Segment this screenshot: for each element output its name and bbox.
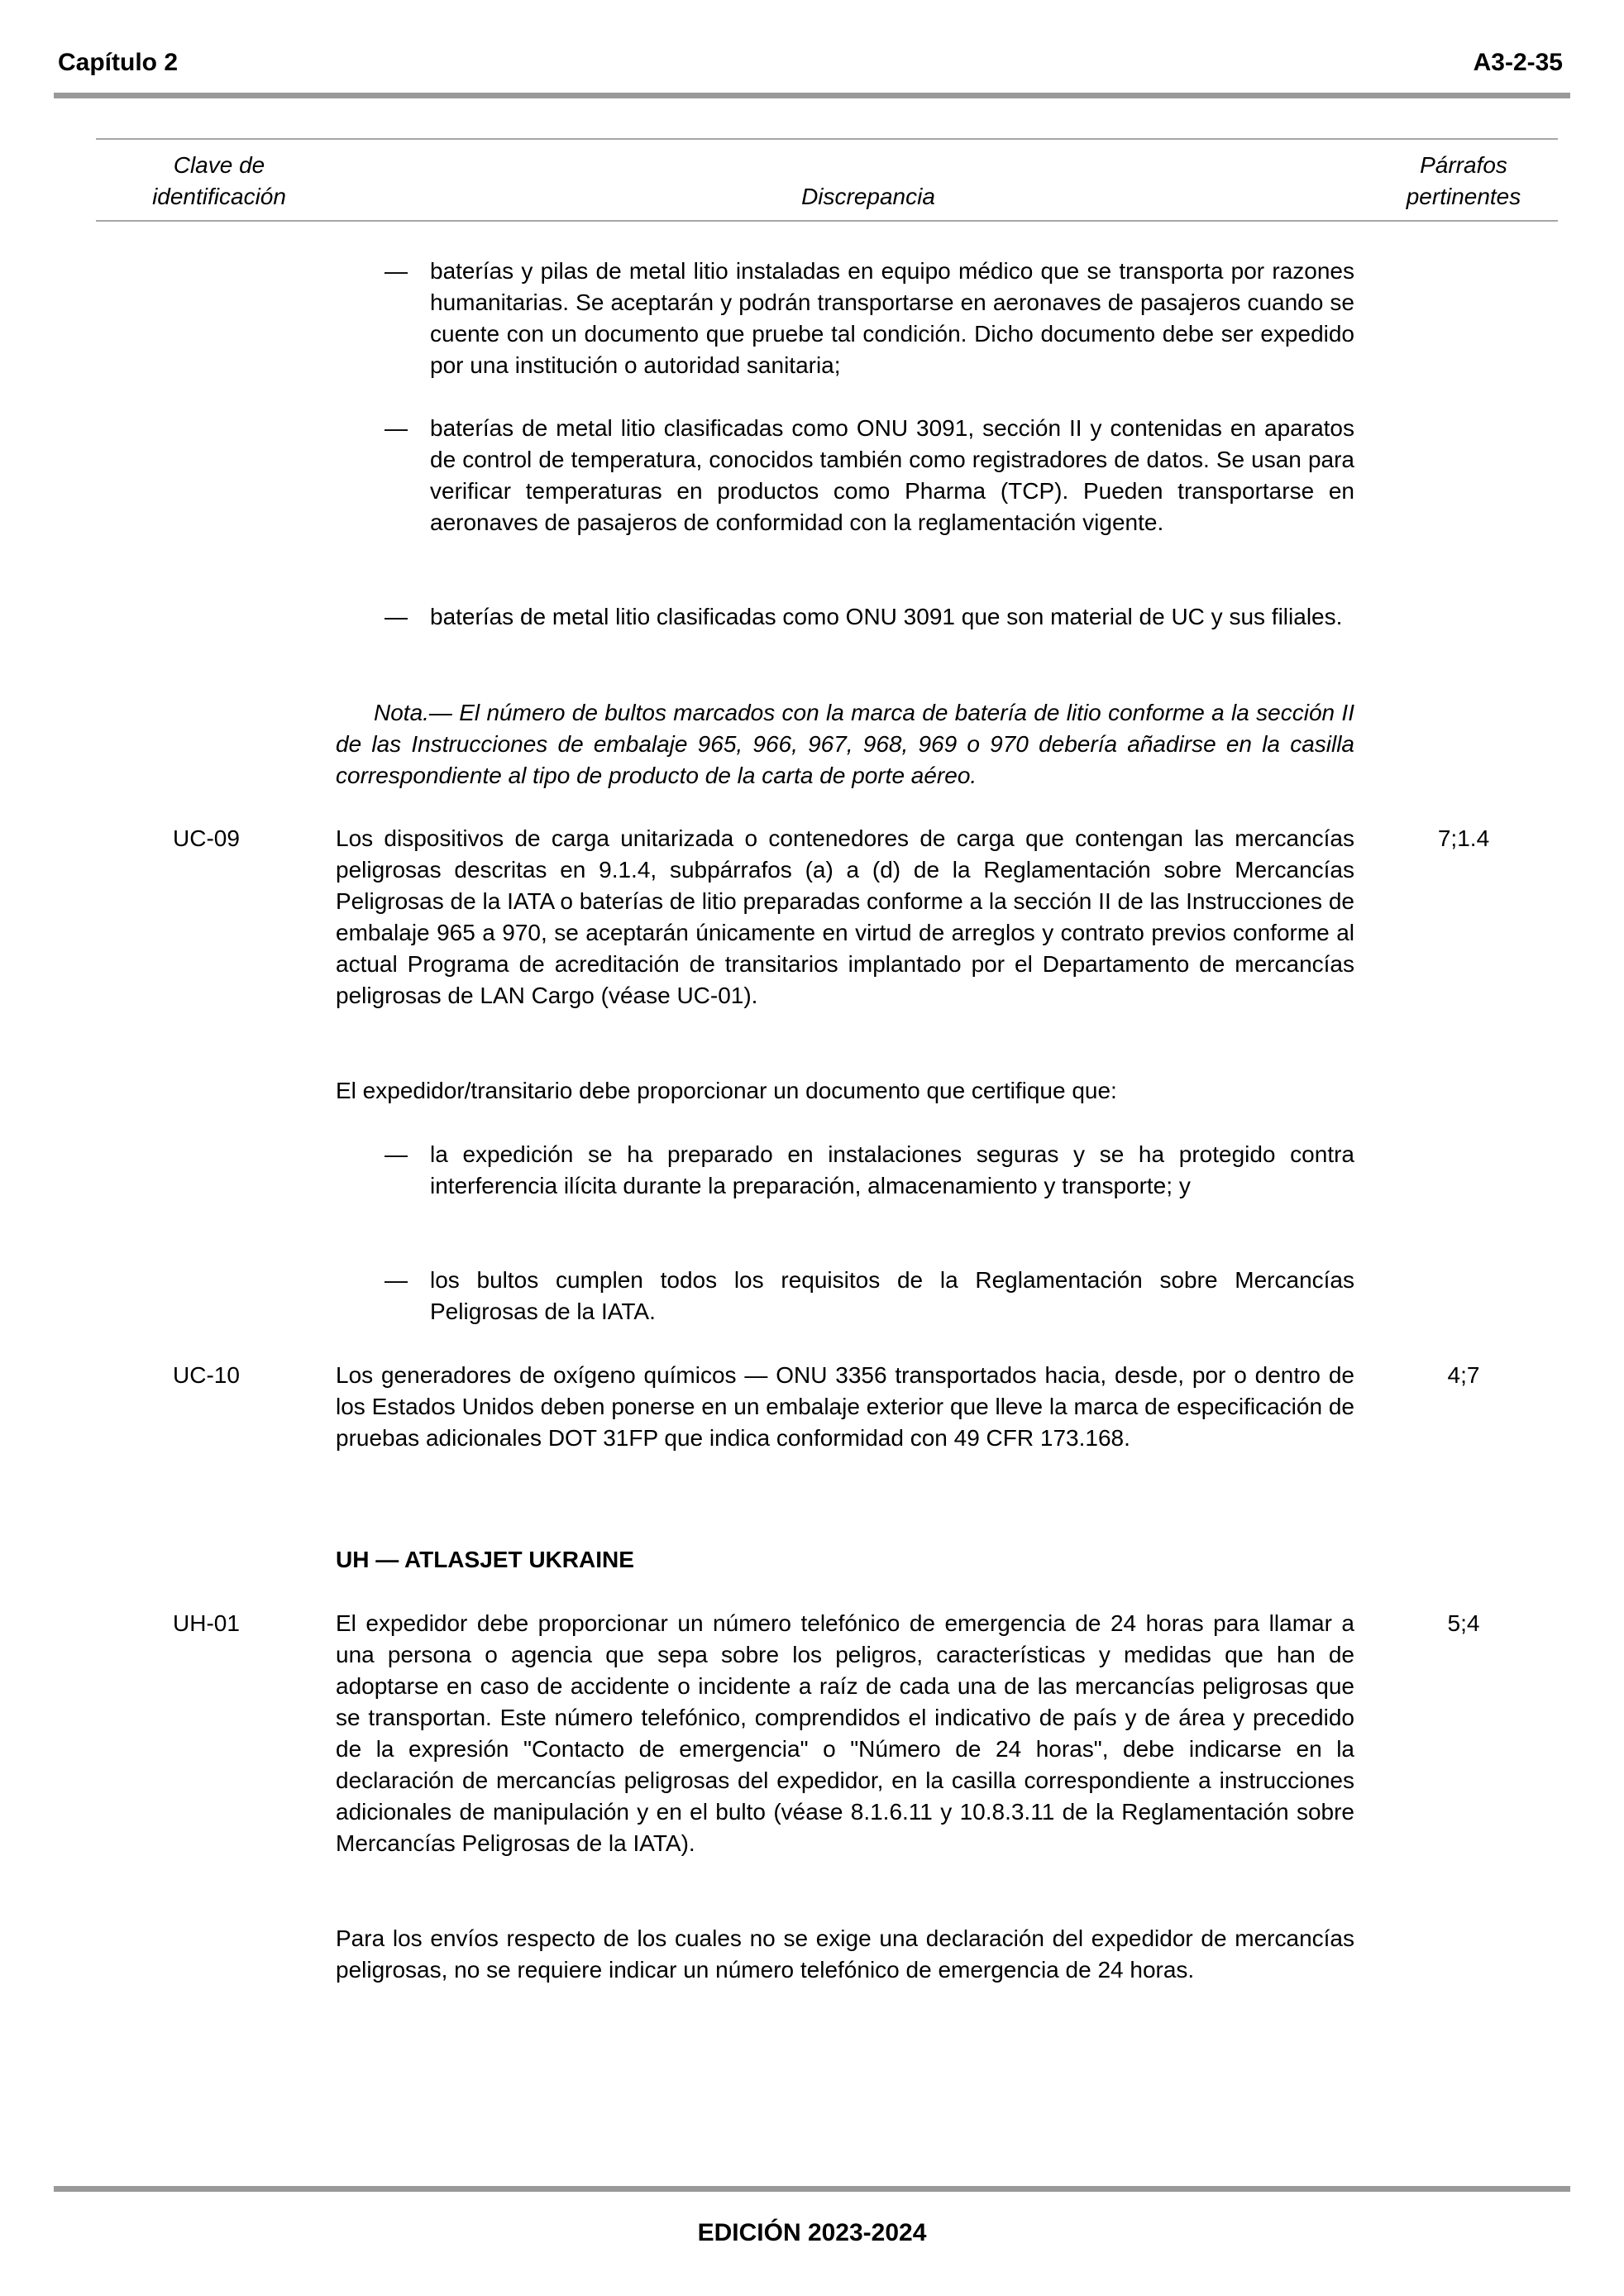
section-title: UH — ATLASJET UKRAINE [336,1547,634,1572]
column-header-paragraphs: Párrafos pertinentes [1406,152,1521,209]
entry-ref-uh01: 5;4 [1447,1610,1480,1636]
entry-key-uc10: UC-10 [173,1362,240,1388]
bullet-text: baterías de metal litio clasificadas como ONU 3091, sección II y contenidas en aparatos de control de temperatura, conocidos también como registradores de datos. Se usan para verificar temperaturas en productos como Pharma (TCP). Pueden transportarse en aeronaves de pasajeros de conformidad con la reglamentación vigente. [430,415,1354,535]
header-rule [54,93,1570,98]
bullet-dash: — [385,604,408,629]
bullet-text: baterías de metal litio clasificadas como ONU 3091 que son material de UC y sus filiales. [430,604,1343,629]
bullet-text: baterías y pilas de metal litio instaladas en equipo médico que se transporta por razones humanitarias. Se aceptarán y podrán transportarse en aeronaves de pasajeros cuando se cuente con un documento que pruebe tal condición. Dicho documento debe ser expedido por una institución o autoridad sanitaria; [430,258,1354,378]
entry-text2-uh01: Para los envíos respecto de los cuales no se exige una declaración del expedidor de mercancías peligrosas, no se requiere indicar un número telefónico de emergencia de 24 horas. [336,1925,1354,1983]
entry-text2-uc09: El expedidor/transitario debe proporcionar un documento que certifique que: [336,1078,1117,1103]
page-number: A3-2-35 [1473,49,1563,76]
column-header-key: Clave de identificación [152,152,286,209]
entry-key-uh01: UH-01 [173,1610,240,1636]
bullet-dash: — [385,1141,408,1167]
bullet-text: la expedición se ha preparado en instalaciones seguras y se ha protegido contra interferencia ilícita durante la preparación, almacenamiento y transporte; y [430,1141,1354,1198]
entry-text-uc10: Los generadores de oxígeno químicos — ONU 3356 transportados hacia, desde, por o dentro de los Estados Unidos deben ponerse en un embalaje exterior que lleve la marca de especificación de pruebas adicionales DOT 31FP que indica conformidad con 49 CFR 173.168. [336,1362,1354,1451]
column-header-discrepancy: Discrepancia [801,184,935,209]
bullet-dash: — [385,1267,408,1293]
entry-ref-uc09: 7;1.4 [1437,825,1490,851]
footer-rule [54,2186,1570,2192]
entry-text-uh01: El expedidor debe proporcionar un número telefónico de emergencia de 24 horas para llamar a una persona o agencia que sepa sobre los peligros, características y medidas que han de adoptarse en caso de accidente o incidente a raíz de cada una de las mercancías peligrosas que se transportan. Este número telefónico, comprendidos el indicativo de país y de área y precedido de la expresión "Contacto de emergencia" o "Número de 24 horas", debe indicarse en la declaración de mercancías peligrosas del expedidor, en la casilla correspondiente a instrucciones adicionales de manipulación y en el bulto (véase 8.1.6.11 y 10.8.3.11 de la Reglamentación sobre Mercancías Peligrosas de la IATA). [336,1610,1354,1856]
chapter-title: Capítulo 2 [58,49,179,76]
entry-key-uc09: UC-09 [173,825,240,851]
bullet-dash: — [385,415,408,441]
entry-ref-uc10: 4;7 [1447,1362,1480,1388]
note-text: Nota.— El número de bultos marcados con la marca de batería de litio conforme a la sección II de las Instrucciones de embalaje 965, 966, 967, 968, 969 o 970 debería añadirse en la casilla correspondiente al tipo de producto de la carta de porte aéreo. [336,700,1354,788]
edition-footer: EDICIÓN 2023-2024 [697,2219,927,2246]
entry-text-uc09: Los dispositivos de carga unitarizada o contenedores de carga que contengan las mercancías peligrosas descritas en 9.1.4, subpárrafos (a) a (d) de la Reglamentación sobre Mercancías Peligrosas de la IATA o baterías de litio preparadas conforme a la sección II de las Instrucciones de embalaje 965 a 970, se aceptarán únicamente en virtud de arreglos y contrato previos conforme al actual Programa de acreditación de transitarios implantado por el Departamento de mercancías peligrosas de LAN Cargo (véase UC-01). [336,825,1354,1008]
bullet-text: los bultos cumplen todos los requisitos de la Reglamentación sobre Mercancías Peligrosas de la IATA. [430,1267,1354,1324]
table-top-rule [96,138,1558,140]
bullet-dash: — [385,258,408,284]
table-header-bottom-rule [96,220,1558,222]
